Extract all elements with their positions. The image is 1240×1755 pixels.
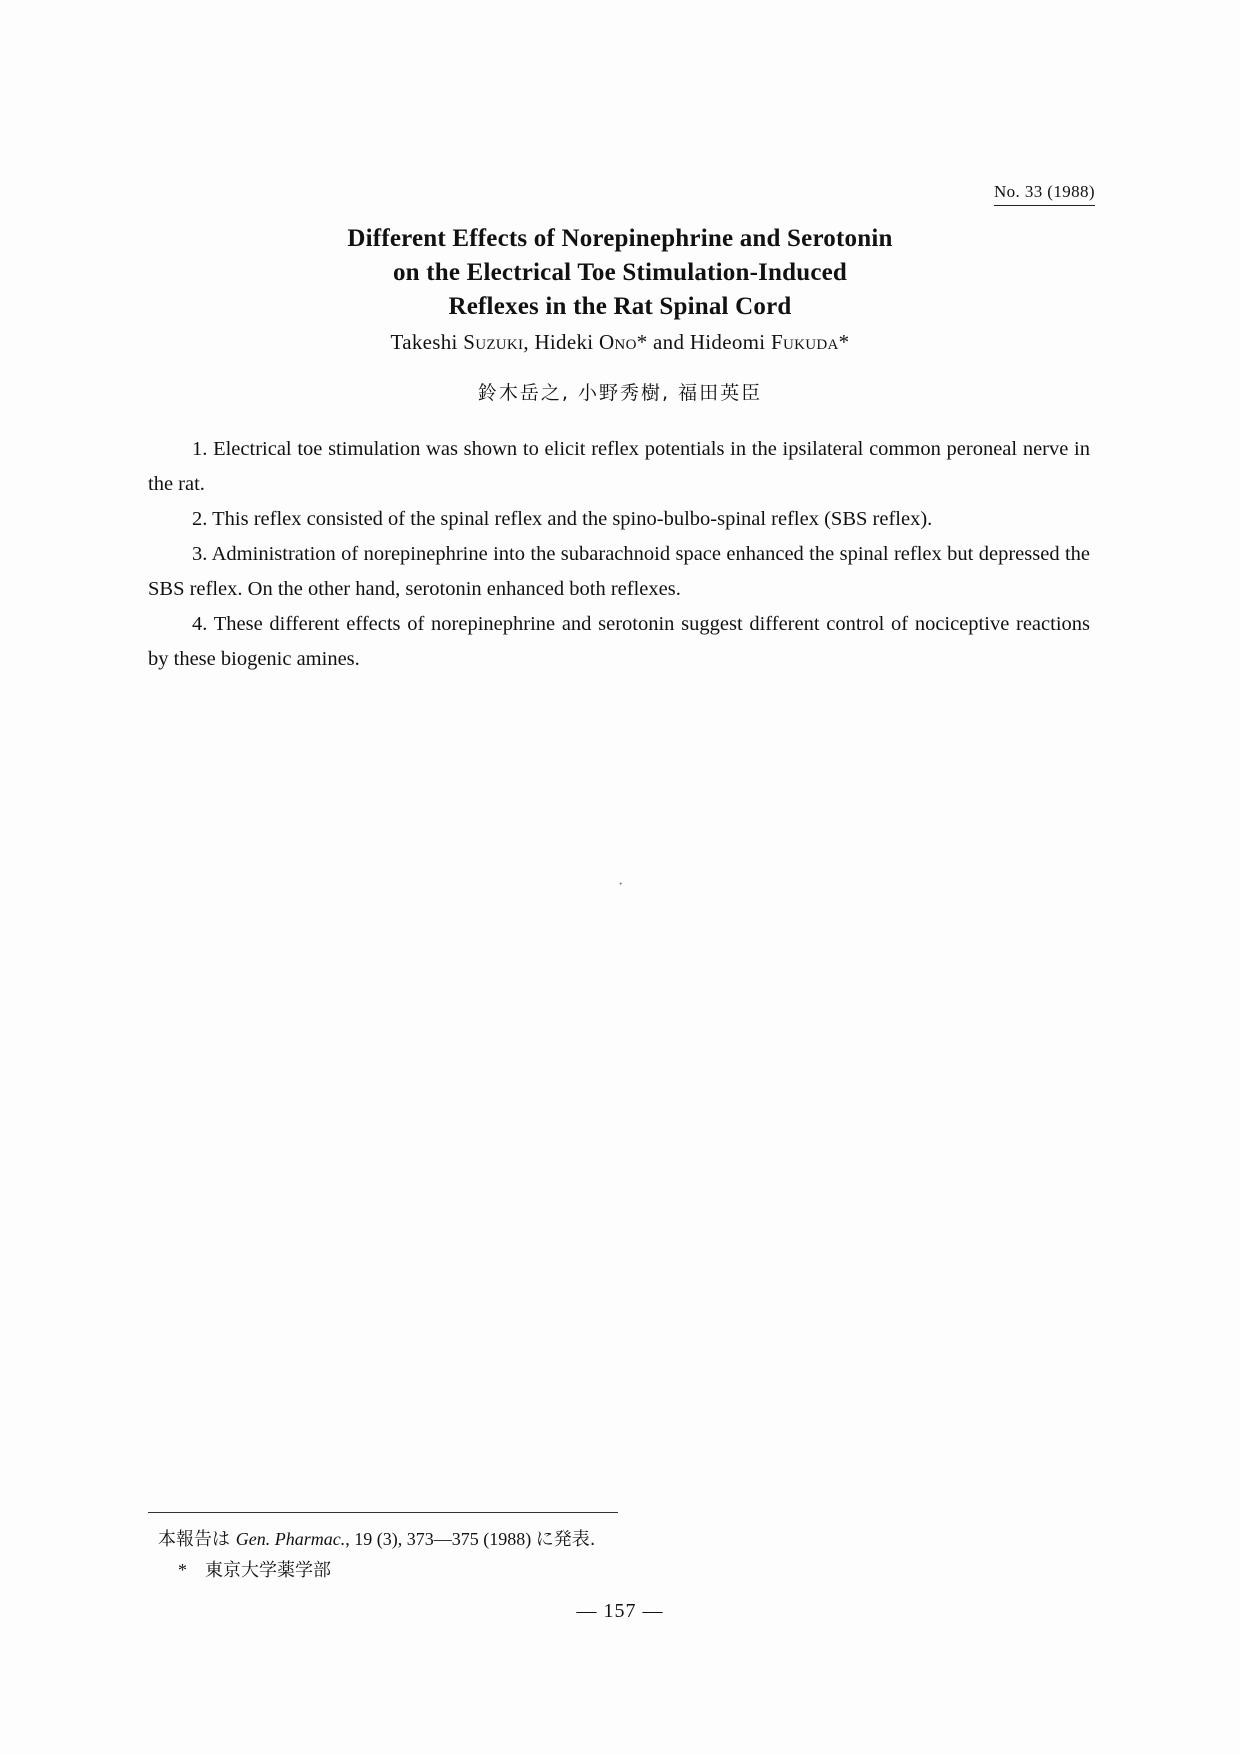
footnote-star-marker: * (178, 1560, 187, 1580)
abstract-item-3: 3. Administration of norepinephrine into the subarachnoid space enhanced the spinal reflex but depressed the SBS reflex. On the other hand, serotonin enhanced both reflexes. (148, 543, 1090, 600)
abstract-item-4: 4. These different effects of norepinephrine and serotonin suggest different control of nociceptive reactions by these biogenic amines. (148, 613, 1090, 670)
footnote-citation-detail: , 19 (3), 373—375 (1988) (345, 1529, 536, 1549)
footnote-prefix: 本報告は (158, 1529, 236, 1550)
footnote-affiliation (178, 1556, 331, 1582)
abstract-item-1: 1. Electrical toe stimulation was shown to elicit reflex potentials in the ipsilateral common peroneal nerve in the rat. (148, 438, 1090, 495)
author-separator-1: , Hideki (523, 330, 599, 354)
issue-number: No. 33 (1988) (994, 182, 1095, 206)
footnote-affiliation-text: 東京大学薬学部 (205, 1560, 331, 1581)
footnote-journal-name: Gen. Pharmac. (235, 1529, 346, 1549)
author-3-footnote-marker: * (838, 330, 850, 354)
author-list (160, 330, 1080, 355)
author-1-given: Takeshi (390, 330, 464, 354)
abstract-item-2: 2. This reflex consisted of the spinal reflex and the spino-bulbo-spinal reflex (SBS reflex). (192, 508, 933, 530)
page-title (160, 222, 1080, 324)
author-separator-2: * and Hideomi (636, 330, 771, 354)
footnote-citation (158, 1525, 1058, 1554)
author-1-surname: Suzuki (463, 330, 524, 354)
title-line-1: Different Effects of Norepinephrine and Serotonin (347, 225, 893, 252)
title-line-2: on the Electrical Toe Stimulation-Induced (392, 259, 848, 286)
abstract-body (148, 432, 1090, 677)
author-3-surname: Fukuda (770, 330, 839, 354)
footnote-divider (148, 1512, 618, 1513)
page-center-mark: · (618, 876, 624, 893)
title-line-3: Reflexes in the Rat Spinal Cord (448, 293, 792, 320)
author-2-surname: Ono (598, 330, 637, 354)
footnote-suffix: に発表. (535, 1529, 596, 1550)
author-list-japanese: 鈴木岳之, 小野秀樹, 福田英臣 (477, 382, 763, 404)
page-number: — 157 — (576, 1600, 664, 1622)
